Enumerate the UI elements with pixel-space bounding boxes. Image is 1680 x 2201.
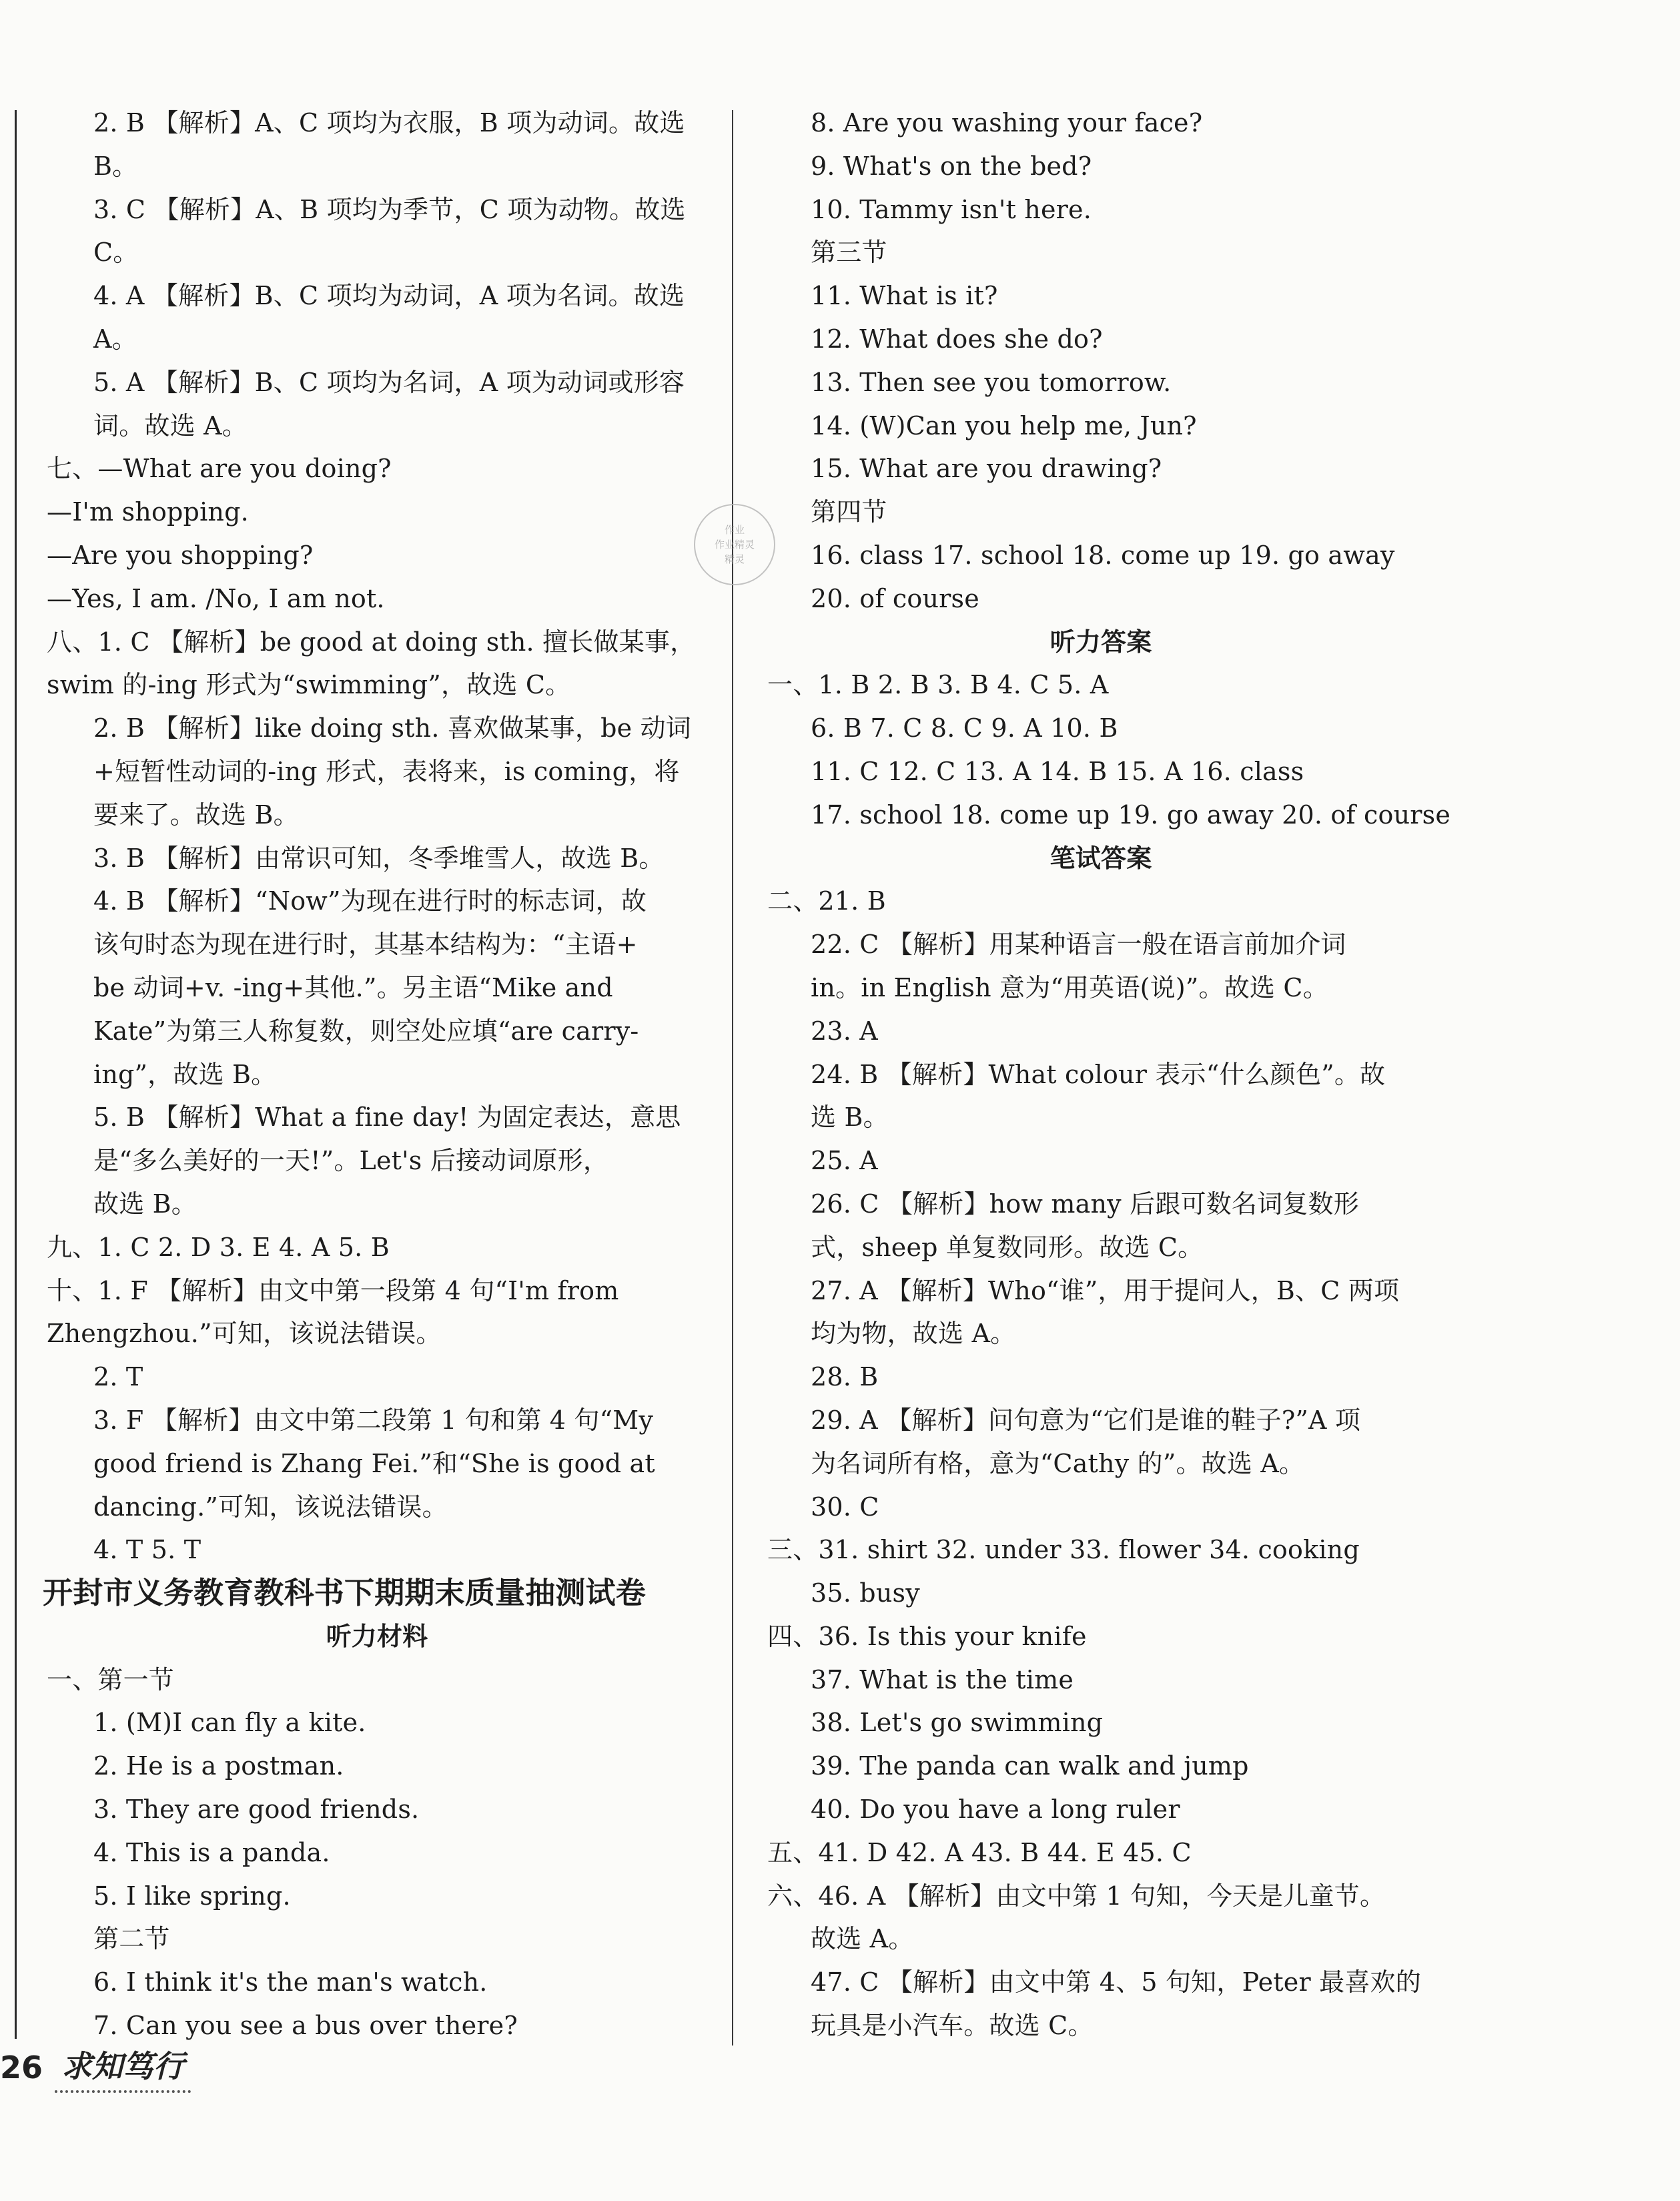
text-line: 2. He is a postman. xyxy=(93,1751,344,1781)
section-six: 六、46. A 【解析】由文中第 1 句知，今天是儿童节。 xyxy=(767,1881,1386,1911)
text-line: 12. What does she do? xyxy=(811,324,1103,354)
text-line: in。in English 意为“用英语(说)”。故选 C。 xyxy=(811,972,1328,1002)
text-line: 5. I like spring. xyxy=(93,1881,291,1911)
text-line: 词。故选 A。 xyxy=(93,410,248,440)
section-three: 三、31. shirt 32. under 33. flower 34. cooking xyxy=(767,1535,1360,1565)
right-column xyxy=(767,101,1451,2048)
text-line: swim 的-ing 形式为“swimming”，故选 C。 xyxy=(47,670,571,700)
text-line: 10. Tammy isn't here. xyxy=(811,194,1092,224)
text-line: 2. T xyxy=(93,1362,143,1392)
text-line: dancing.”可知，该说法错误。 xyxy=(93,1492,448,1522)
text-line: 35. busy xyxy=(811,1578,920,1608)
text-line: C。 xyxy=(93,238,139,268)
text-line: 6. B 7. C 8. C 9. A 10. B xyxy=(811,713,1118,743)
text-line: B。 xyxy=(93,151,138,181)
text-line: 第三节 xyxy=(811,238,887,268)
text-line: Zhengzhou.”可知，该说法错误。 xyxy=(47,1319,442,1349)
text-line: Kate”为第三人称复数，则空处应填“are carry- xyxy=(93,1016,639,1046)
text-line: 14. (W)Can you help me, Jun? xyxy=(811,410,1197,440)
text-line: —Are you shopping? xyxy=(47,540,314,570)
text-line: 3. F 【解析】由文中第二段第 1 句和第 4 句“My xyxy=(93,1405,654,1435)
text-line: 5. A 【解析】B、C 项均为名词，A 项为动词或形容 xyxy=(93,367,685,397)
text-line: 是“多么美好的一天!”。Let's 后接动词原形， xyxy=(93,1146,609,1176)
text-line: 第四节 xyxy=(811,497,887,527)
exam-title: 开封市义务教育教科书下期期末质量抽测试卷 xyxy=(43,1575,647,1611)
text-line: 玩具是小汽车。故选 C。 xyxy=(811,2011,1094,2041)
text-line: 27. A 【解析】Who“谁”，用于提问人，B、C 两项 xyxy=(811,1275,1400,1305)
text-line: good friend is Zhang Fei.”和“She is good at xyxy=(93,1448,655,1478)
text-line: 39. The panda can walk and jump xyxy=(811,1751,1249,1781)
text-line: 故选 A。 xyxy=(811,1924,914,1954)
text-line: ing”，故选 B。 xyxy=(93,1059,277,1089)
text-line: 4. B 【解析】“Now”为现在进行时的标志词，故 xyxy=(93,886,647,916)
text-line: be 动词+v. -ing+其他.”。另主语“Mike and xyxy=(93,972,613,1002)
text-line: 15. What are you drawing? xyxy=(811,454,1162,484)
text-line: 2. B 【解析】like doing sth. 喜欢做某事，be 动词 xyxy=(93,713,691,743)
text-line: 17. school 18. come up 19. go away 20. of course xyxy=(811,800,1451,830)
text-line: A。 xyxy=(93,324,137,354)
section-one: 一、第一节 xyxy=(47,1664,175,1694)
text-line: 第二节 xyxy=(93,1924,170,1954)
text-line: 29. A 【解析】问句意为“它们是谁的鞋子?”A 项 xyxy=(811,1405,1361,1435)
text-line: 16. class 17. school 18. come up 19. go away xyxy=(811,540,1395,570)
text-line: 2. B 【解析】A、C 项均为衣服，B 项为动词。故选 xyxy=(93,108,685,137)
section-heading: 听力材料 xyxy=(326,1621,428,1651)
section-ten: 十、1. F 【解析】由文中第一段第 4 句“I'm from xyxy=(47,1275,619,1305)
text-line: 3. B 【解析】由常识可知，冬季堆雪人，故选 B。 xyxy=(93,843,665,873)
text-line: 22. C 【解析】用某种语言一般在语言前加介词 xyxy=(811,930,1346,960)
section-nine: 九、1. C 2. D 3. E 4. A 5. B xyxy=(47,1232,390,1262)
text-line: 该句时态为现在进行时，其基本结构为：“主语+ xyxy=(93,930,638,960)
page-footer xyxy=(0,2041,191,2094)
text-line: 4. T 5. T xyxy=(93,1535,201,1565)
column-divider xyxy=(732,110,733,2046)
text-line: 9. What's on the bed? xyxy=(811,151,1092,181)
text-line: 11. What is it? xyxy=(811,281,998,311)
section-heading: 听力答案 xyxy=(1049,627,1152,657)
text-line: 为名词所有格，意为“Cathy 的”。故选 A。 xyxy=(811,1448,1305,1478)
text-line: —I'm shopping. xyxy=(47,497,249,527)
text-line: 23. A xyxy=(811,1016,878,1046)
text-line: 3. C 【解析】A、B 项均为季节，C 项为动物。故选 xyxy=(93,194,686,224)
text-line: 4. A 【解析】B、C 项均为动词，A 项为名词。故选 xyxy=(93,281,685,311)
text-line: 13. Then see you tomorrow. xyxy=(811,367,1172,397)
text-line: 11. C 12. C 13. A 14. B 15. A 16. class xyxy=(811,756,1304,786)
text-line: 6. I think it's the man's watch. xyxy=(93,1967,488,1997)
text-line: 均为物，故选 A。 xyxy=(811,1319,1016,1349)
page-number: 26 xyxy=(0,2050,43,2086)
text-line: 47. C 【解析】由文中第 4、5 句知，Peter 最喜欢的 xyxy=(811,1967,1421,1997)
section-seven: 七、—What are you doing? xyxy=(47,454,392,484)
text-line: +短暂性动词的-ing 形式，表将来，is coming，将 xyxy=(93,756,680,786)
text-line: 30. C xyxy=(811,1492,879,1522)
section-four: 四、36. Is this your knife xyxy=(767,1621,1087,1651)
text-line: 37. What is the time xyxy=(811,1664,1074,1694)
section-two: 二、21. B xyxy=(767,886,886,916)
text-line: 8. Are you washing your face? xyxy=(811,108,1203,137)
text-line: 4. This is a panda. xyxy=(93,1837,330,1867)
text-line: 1. (M)I can fly a kite. xyxy=(93,1708,366,1738)
text-line: 选 B。 xyxy=(811,1103,889,1133)
text-line: 26. C 【解析】how many 后跟可数名词复数形 xyxy=(811,1189,1359,1219)
text-line: 40. Do you have a long ruler xyxy=(811,1795,1180,1825)
text-line: 7. Can you see a bus over there? xyxy=(93,2011,518,2041)
left-margin-rule xyxy=(15,110,17,2039)
section-heading: 笔试答案 xyxy=(1049,843,1152,873)
watermark-stamp: 作业 作业精灵 精灵 xyxy=(694,504,775,585)
text-line: 24. B 【解析】What colour 表示“什么颜色”。故 xyxy=(811,1059,1386,1089)
section-five: 五、41. D 42. A 43. B 44. E 45. C xyxy=(767,1837,1192,1867)
text-line: 3. They are good friends. xyxy=(93,1795,420,1825)
text-line: —Yes, I am. /No, I am not. xyxy=(47,583,385,613)
text-line: 要来了。故选 B。 xyxy=(93,800,299,830)
left-column xyxy=(43,101,707,2048)
text-line: 28. B xyxy=(811,1362,879,1392)
text-line: 故选 B。 xyxy=(93,1189,197,1219)
text-line: 38. Let's go swimming xyxy=(811,1708,1104,1738)
text-line: 25. A xyxy=(811,1146,878,1176)
footer-brand: 求知笃行 xyxy=(55,2042,191,2093)
section-eight: 八、1. C 【解析】be good at doing sth. 擅长做某事， xyxy=(47,627,696,657)
text-line: 20. of course xyxy=(811,583,979,613)
text-line: 5. B 【解析】What a fine day! 为固定表达，意思 xyxy=(93,1103,681,1133)
section-one: 一、1. B 2. B 3. B 4. C 5. A xyxy=(767,670,1109,700)
text-line: 式，sheep 单复数同形。故选 C。 xyxy=(811,1232,1204,1262)
